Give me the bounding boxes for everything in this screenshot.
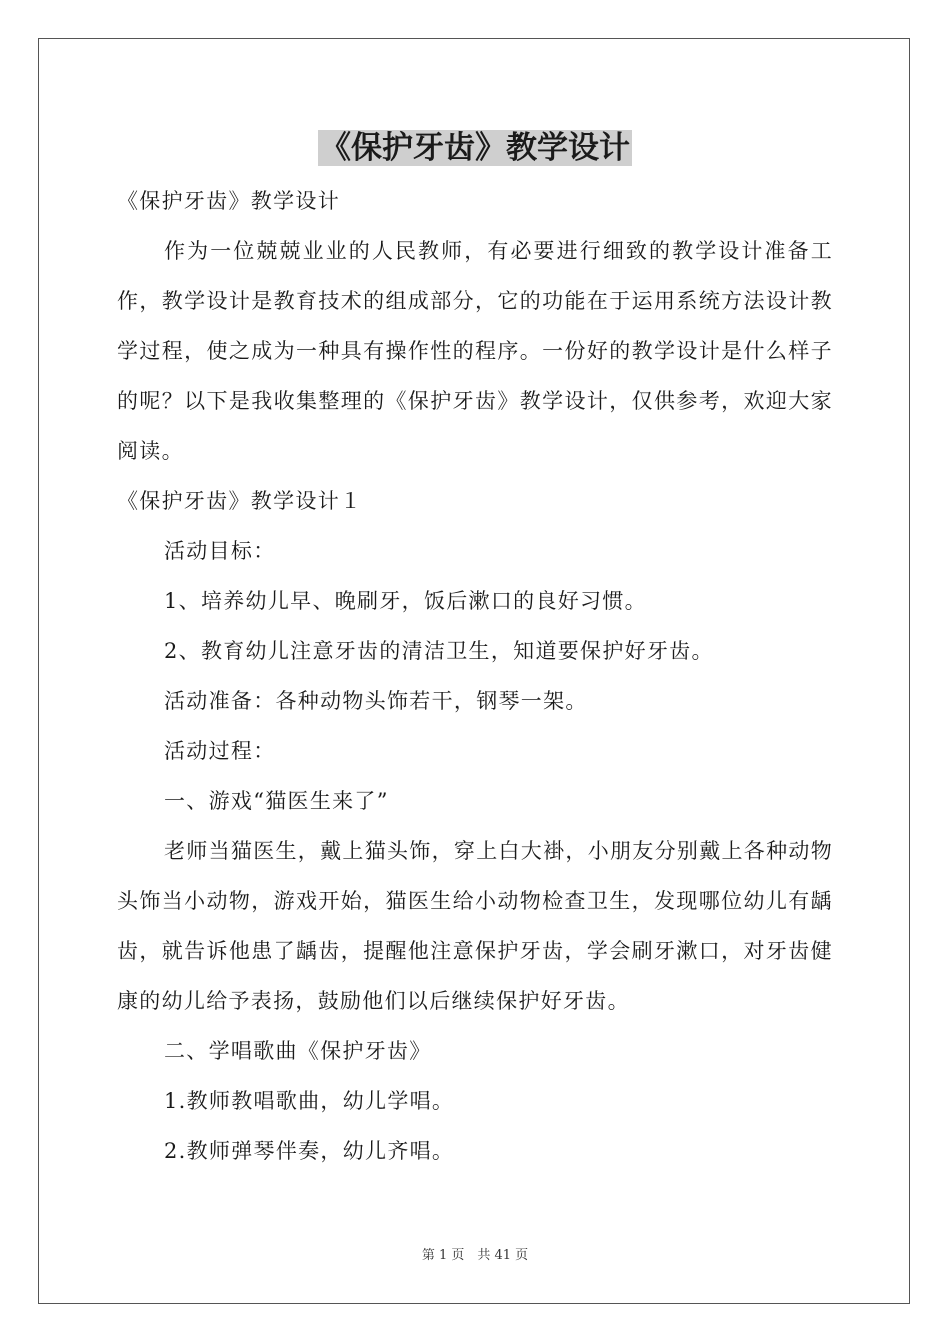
goal-item-2: 2、教育幼儿注意牙齿的清洁卫生，知道要保护好牙齿。: [164, 639, 714, 663]
document-body: [117, 176, 833, 1176]
document-subtitle: 《保护牙齿》教学设计: [117, 189, 340, 213]
step-1-body: 老师当猫医生，戴上猫头饰，穿上白大褂，小朋友分别戴上各种动物头饰当小动物，游戏开始，猫医生给小动物检查卫生，发现哪位幼儿有龋齿，就告诉他患了龋齿，提醒他注意保护牙齿，学会刷牙漱口，对牙齿健康的幼儿给予表扬，鼓励他们以后继续保护好牙齿。: [117, 839, 833, 1013]
section-title: 《保护牙齿》教学设计１: [117, 489, 363, 513]
step-2-heading: 二、学唱歌曲《保护牙齿》: [164, 1039, 432, 1063]
step-2-item-2: 2.教师弹琴伴奏，幼儿齐唱。: [164, 1139, 455, 1163]
intro-paragraph: 作为一位兢兢业业的人民教师，有必要进行细致的教学设计准备工作，教学设计是教育技术的组成部分，它的功能在于运用系统方法设计教学过程，使之成为一种具有操作性的程序。一份好的教学设计是什么样子的呢？以下是我收集整理的《保护牙齿》教学设计，仅供参考，欢迎大家阅读。: [117, 239, 833, 463]
process-heading: 活动过程：: [164, 739, 276, 763]
preparation-line: 活动准备：各种动物头饰若干，钢琴一架。: [164, 689, 588, 713]
goal-item-1: 1、培养幼儿早、晚刷牙，饭后漱口的良好习惯。: [164, 589, 647, 613]
goals-heading: 活动目标：: [164, 539, 276, 563]
document-title-text: 《保护牙齿》教学设计: [320, 130, 630, 166]
page-footer: 第 1 页 共 41 页: [421, 1248, 529, 1263]
step-1-heading: 一、游戏“猫医生来了”: [164, 789, 389, 813]
document-title: [0, 128, 950, 168]
step-2-item-1: 1.教师教唱歌曲，幼儿学唱。: [164, 1089, 455, 1113]
